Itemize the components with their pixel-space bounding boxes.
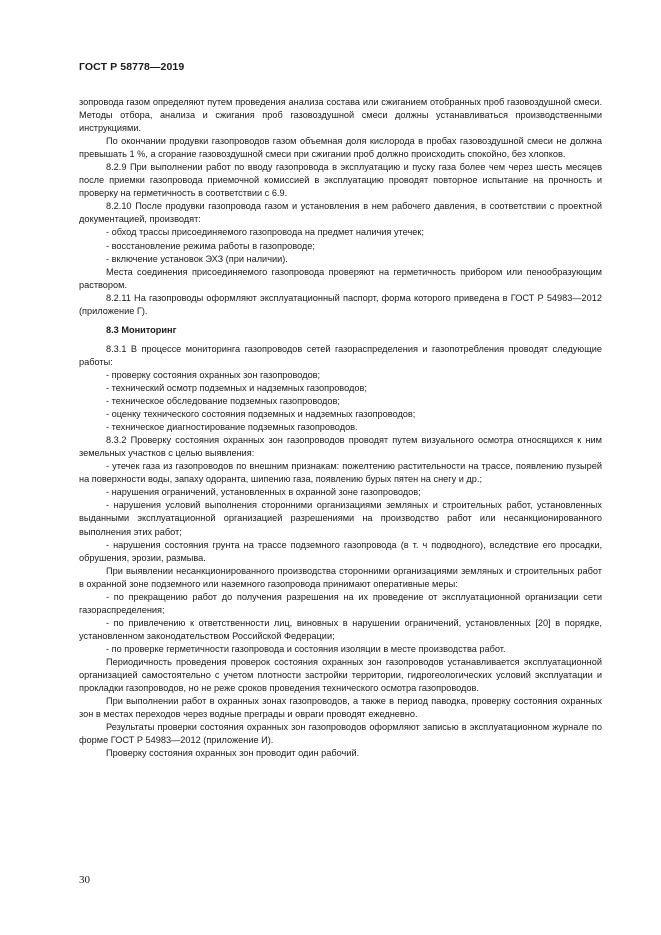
paragraph: При выявлении несанкционированного производства сторонними организациями земляных и строительных работ в охранной зоне подземного или наземного газопровода принимают оперативные меры: <box>79 565 602 589</box>
list-item: - по прекращению работ до получения разрешения на их проведение от эксплуатационной организации сети газораспределения; <box>79 591 602 615</box>
list-item: - техническое диагностирование подземных газопроводов. <box>106 422 358 433</box>
document-code-header: ГОСТ Р 58778—2019 <box>79 61 185 73</box>
paragraph: Результаты проверки состояния охранных зон газопроводов оформляют записью в эксплуатационном журнале по форме ГОСТ Р 54983—2012 (приложение И). <box>79 722 602 746</box>
paragraph: По окончании продувки газопроводов газом объемная доля кислорода в пробах газовоздушной смеси не должна превышать 1 %, а сгорание газовоздушной смеси при сжигании проб должно происходить спокойно, без хлопков. <box>79 136 602 160</box>
list-item: - технический осмотр подземных и надземных газопроводов; <box>106 382 367 393</box>
list-item: - утечек газа из газопроводов по внешним признакам: пожелтению растительности на трассе, появлению пузырей на поверхности воды, запаху одоранта, шипению газа, появлению бурых пятен на снегу и др.; <box>79 461 602 485</box>
paragraph: Места соединения присоединяемого газопровода проверяют на герметичность прибором или пенообразующим раствором. <box>79 266 602 290</box>
page-number: 30 <box>79 874 90 886</box>
paragraph: 8.2.10 После продувки газопровода газом и установления в нем рабочего давления, в соответствии с проектной документацией, производят: <box>79 201 602 225</box>
list-item: - нарушения ограничений, установленных в охранной зоне газопроводов; <box>106 487 421 498</box>
list-item: - нарушения состояния грунта на трассе подземного газопровода (в т. ч подводного), вследствие его просадки, обрушения, эрозии, размыва. <box>79 539 602 563</box>
list-item: - восстановление режима работы в газопроводе; <box>106 240 315 251</box>
section-heading: 8.3 Мониторинг <box>106 324 177 335</box>
document-body <box>79 96 602 760</box>
paragraph: При выполнении работ в охранных зонах газопроводов, а также в период паводка, проверку состояния охранных зон в местах переходов через водные преграды и овраги проводят ежедневно. <box>79 696 602 720</box>
list-item: - включение установок ЭХЗ (при наличии). <box>106 253 288 264</box>
paragraph: Периодичность проведения проверок состояния охранных зон газопроводов устанавливается эксплуатационной организацией самостоятельно с учетом плотности застройки территории, гидрогеологических условий эксплуатации и прокладки газопроводов, но не реже сроков проведения технического осмотра газопроводов. <box>79 656 602 694</box>
list-item: - по привлечению к ответственности лиц, виновных в нарушении ограничений, установленных [20] в порядке, установленном законодательством Российской Федерации; <box>79 617 602 641</box>
paragraph: Проверку состояния охранных зон проводит один рабочий. <box>106 748 360 759</box>
list-item: - нарушения условий выполнения сторонними организациями земляных и строительных работ, установленных выданными эксплуатационной организацией разрешениями на производство работ или несанкционированного выполнения этих работ; <box>79 500 602 537</box>
paragraph: 8.2.11 На газопроводы оформляют эксплуатационный паспорт, форма которого приведена в ГОСТ Р 54983—2012 (приложение Г). <box>79 292 602 316</box>
list-item: - обход трассы присоединяемого газопровода на предмет наличия утечек; <box>106 227 424 238</box>
list-item: - техническое обследование подземных газопроводов; <box>106 396 340 407</box>
paragraph: 8.3.2 Проверку состояния охранных зон газопроводов проводят путем визуального осмотра относящихся к ним земельных участков с целью выявления: <box>79 435 602 459</box>
paragraph: 8.3.1 В процессе мониторинга газопроводов сетей газораспределения и газопотребления проводят следующие работы: <box>79 343 602 367</box>
list-item: - по проверке герметичности газопровода и состояния изоляции в месте производства работ. <box>106 643 506 654</box>
list-item: - оценку технического состояния подземных и надземных газопроводов; <box>106 409 416 420</box>
paragraph: 8.2.9 При выполнении работ по вводу газопровода в эксплуатацию и пуску газа более чем через шесть месяцев после приемки газопровода приемочной комиссией в эксплуатацию проводят повторное испытание на прочность и проверку на герметичность в соответствии с 6.9. <box>79 162 602 199</box>
list-item: - проверку состояния охранных зон газопроводов; <box>106 369 321 380</box>
paragraph: зопровода газом определяют путем проведения анализа состава или сжиганием отобранных проб газовоздушной смеси. Методы отбора, анализа и сжигания проб газовоздушной смеси должны устанавливаться производственными инструкциями. <box>79 97 602 134</box>
